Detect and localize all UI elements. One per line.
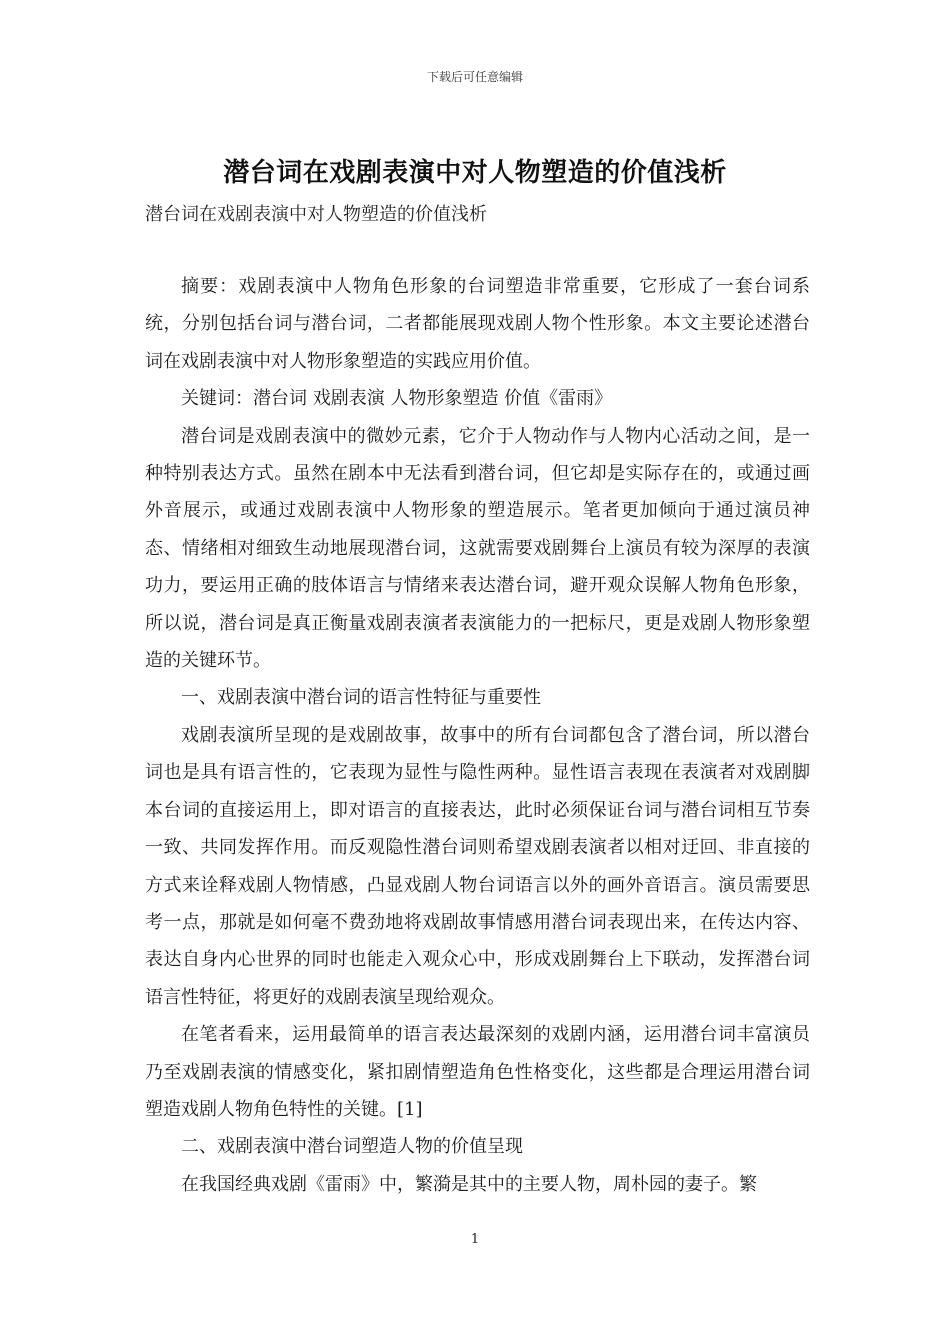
header-note: 下载后可任意编辑 <box>426 70 523 84</box>
abstract-paragraph: 摘要：戏剧表演中人物角色形象的台词塑造非常重要，它形成了一套台词系统，分别包括台词与潜台词，二者都能展现戏剧人物个性形象。本文主要论述潜台词在戏剧表演中对人物形象塑造的实践应用价值。 <box>145 276 810 372</box>
document-subtitle: 潜台词在戏剧表演中对人物塑造的价值浅析 <box>145 204 487 225</box>
section-heading-2: 二、戏剧表演中潜台词塑造人物的价值呈现 <box>181 1136 523 1158</box>
document-body <box>145 268 810 1203</box>
page-number: 1 <box>470 1232 480 1247</box>
section-heading-1: 一、戏剧表演中潜台词的语言性特征与重要性 <box>181 687 541 709</box>
keywords-paragraph: 关键词：潜台词 戏剧表演 人物形象塑造 价值《雷雨》 <box>181 388 613 410</box>
body-paragraph: 在笔者看来，运用最简单的语言表达最深刻的戏剧内涵，运用潜台词丰富演员乃至戏剧表演的情感变化，紧扣剧情塑造角色性格变化，这些都是合理运用潜台词塑造戏剧人物角色特性的关键。[1] <box>145 1024 810 1120</box>
body-paragraph: 在我国经典戏剧《雷雨》中，繁漪是其中的主要人物，周朴园的妻子。繁 <box>181 1173 757 1195</box>
intro-paragraph: 潜台词是戏剧表演中的微妙元素，它介于人物动作与人物内心活动之间，是一种特别表达方式。虽然在剧本中无法看到潜台词，但它却是实际存在的，或通过画外音展示，或通过戏剧表演中人物形象的塑造展示。笔者更加倾向于通过演员神态、情绪相对细致生动地展现潜台词，这就需要戏剧舞台上演员有较为深厚的表演功力，要运用正确的肢体语言与情绪来表达潜台词，避开观众误解人物角色形象，所以说，潜台词是真正衡量戏剧表演者表演能力的一把标尺，更是戏剧人物形象塑造的关键环节。 <box>145 425 810 672</box>
document-title: 潜台词在戏剧表演中对人物塑造的价值浅析 <box>223 158 727 188</box>
body-paragraph: 戏剧表演所呈现的是戏剧故事，故事中的所有台词都包含了潜台词，所以潜台词也是具有语言性的，它表现为显性与隐性两种。显性语言表现在表演者对戏剧脚本台词的直接运用上，即对语言的直接表达，此时必须保证台词与潜台词相互节奏一致、共同发挥作用。而反观隐性潜台词则希望戏剧表演者以相对迂回、非直接的方式来诠释戏剧人物情感，凸显戏剧人物台词语言以外的画外音语言。演员需要思考一点，那就是如何毫不费劲地将戏剧故事情感用潜台词表现出来，在传达内容、表达自身内心世界的同时也能走入观众心中，形成戏剧舞台上下联动，发挥潜台词语言性特征，将更好的戏剧表演呈现给观众。 <box>145 724 810 1008</box>
